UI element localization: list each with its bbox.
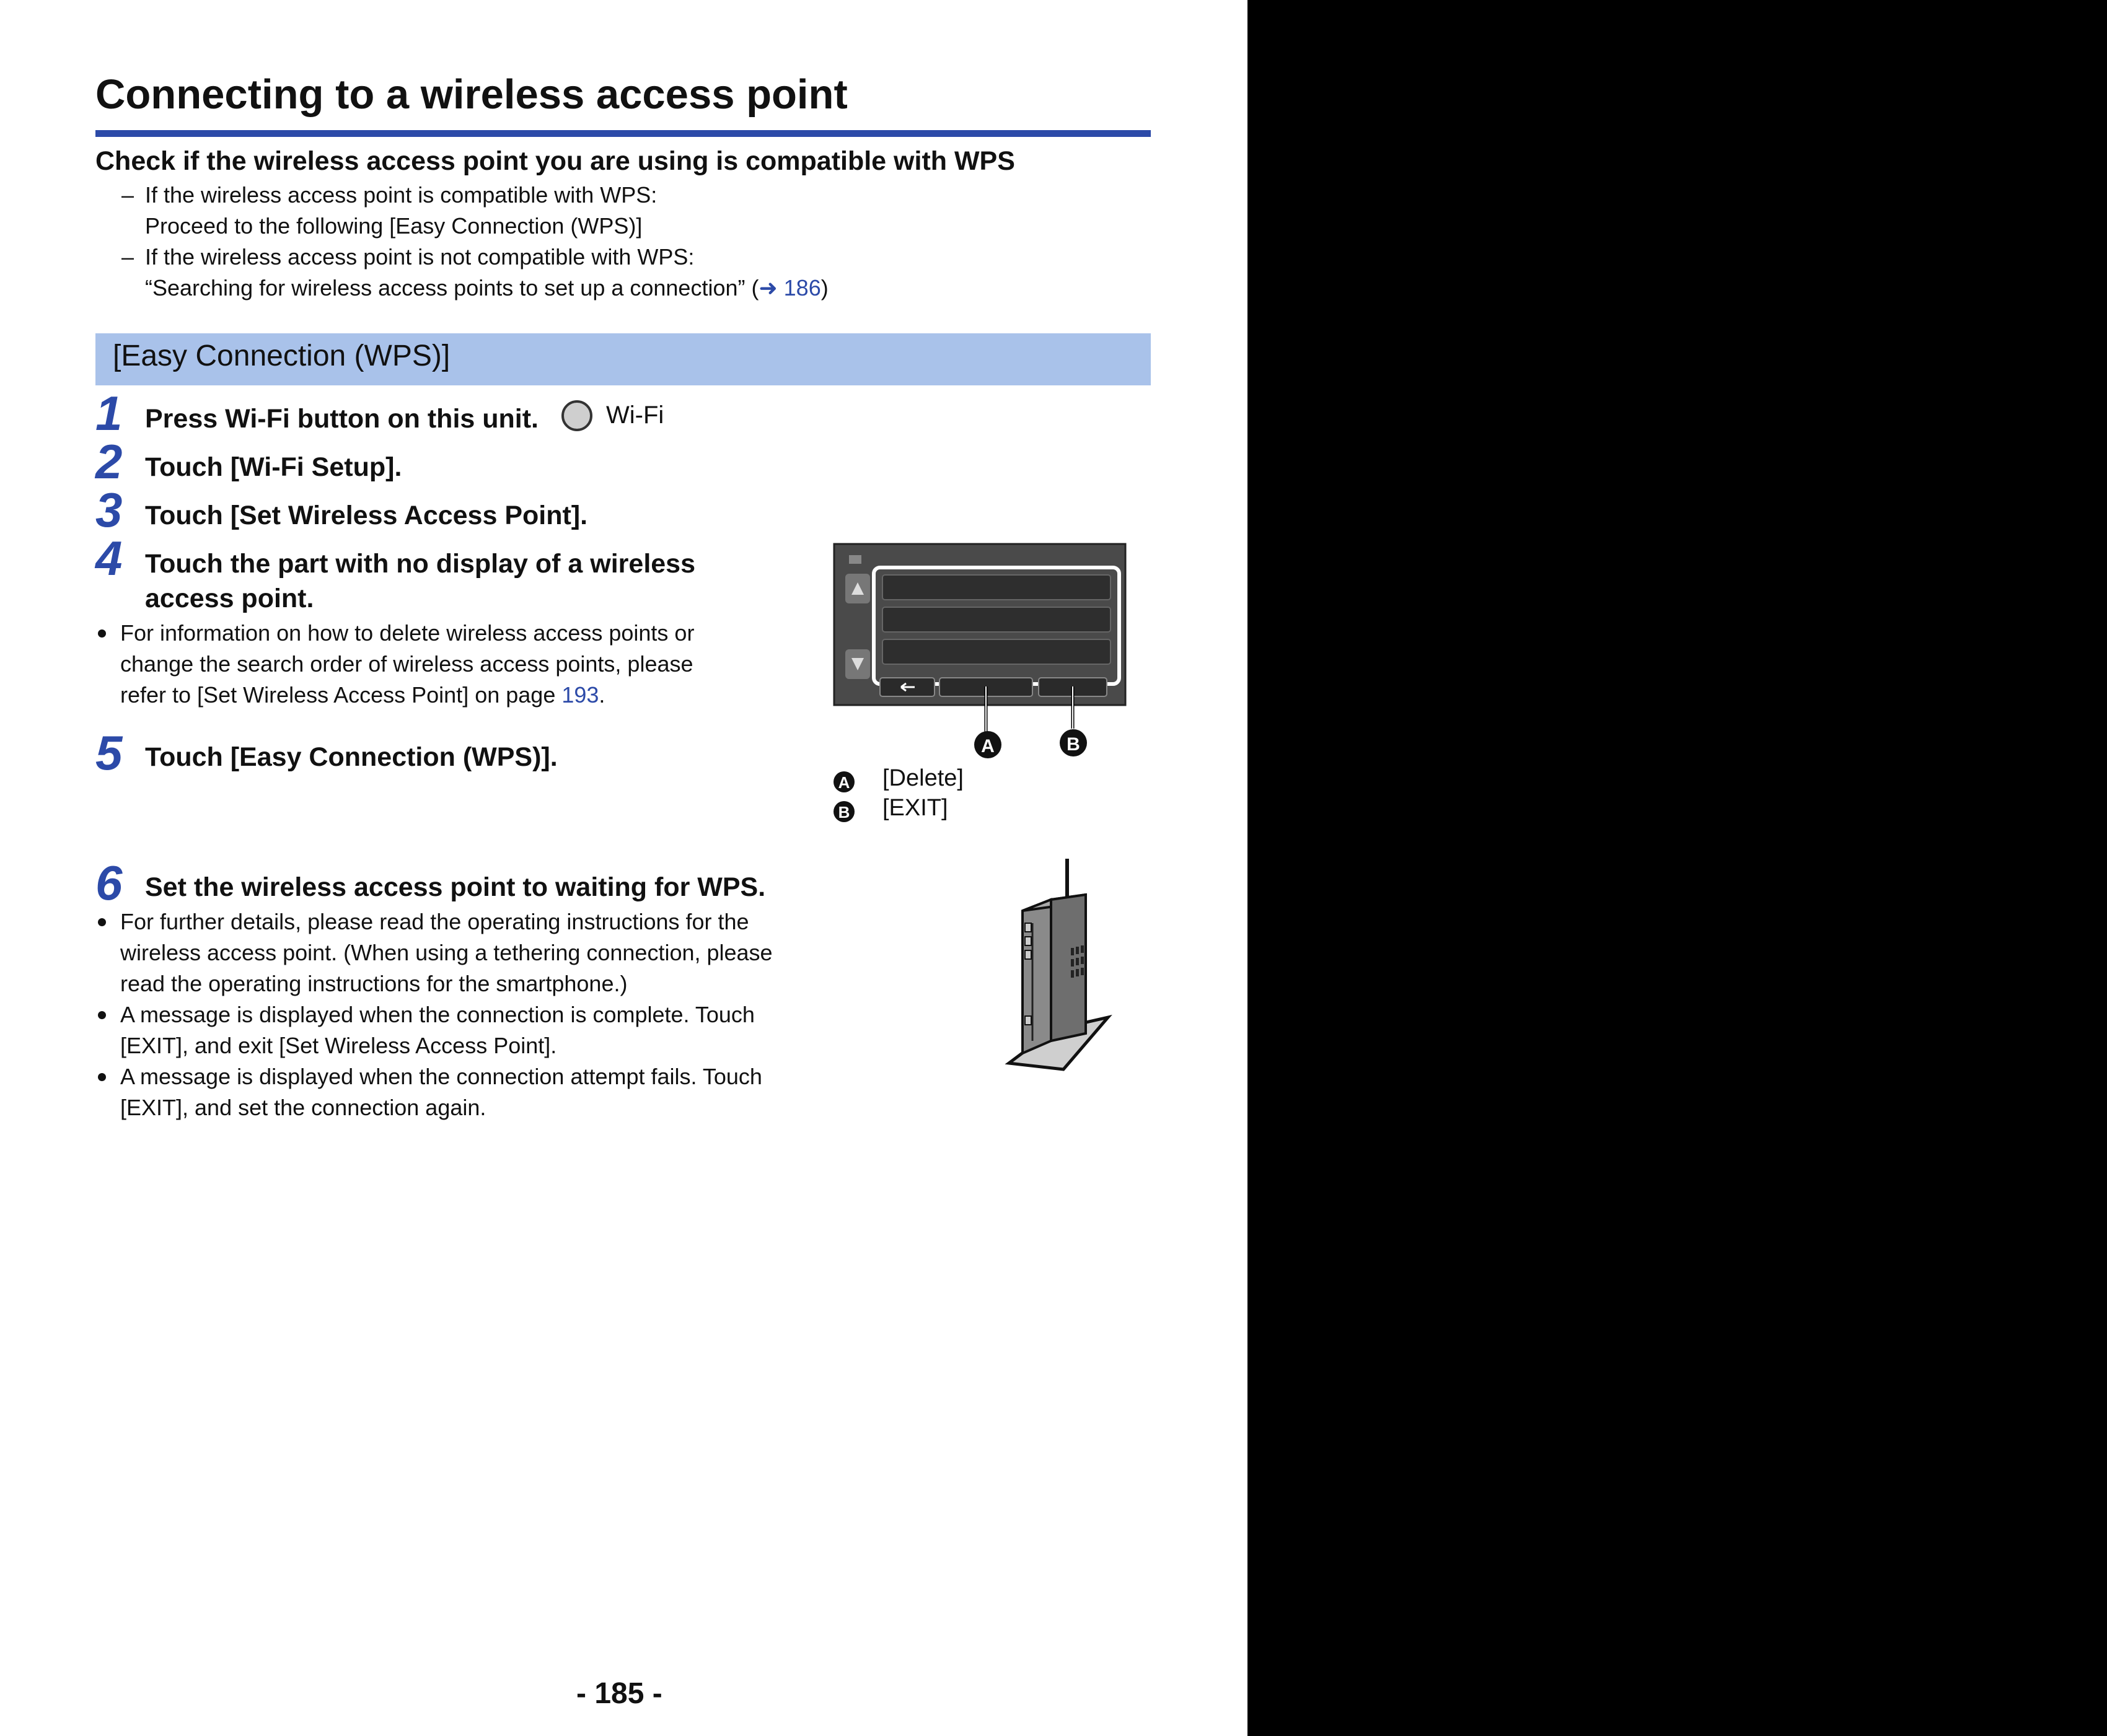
page-title: Connecting to a wireless access point — [95, 71, 848, 118]
bullet-icon — [98, 918, 106, 926]
step-text: Touch [Wi-Fi Setup]. — [145, 452, 402, 482]
step-number: 1 — [95, 386, 123, 441]
check-heading: Check if the wireless access point you are using is compatible with WPS — [95, 146, 1015, 176]
legend-exit-label: [EXIT] — [882, 795, 948, 821]
svg-text:A: A — [838, 773, 850, 792]
page-link-193[interactable]: 193 — [561, 682, 599, 708]
step-text: access point. — [145, 584, 314, 613]
item-line: If the wireless access point is compatible with WPS: — [145, 182, 658, 208]
step-text: Press Wi-Fi button on this unit. — [145, 404, 539, 434]
page-link-186[interactable]: ➜ 186 — [759, 275, 821, 300]
bullet-line: [EXIT], and exit [Set Wireless Access Point]. — [120, 1033, 557, 1058]
item-line: If the wireless access point is not compatible with WPS: — [145, 244, 695, 270]
bullet-line: change the search order of wireless access points, please — [120, 651, 693, 677]
dash-marker: – — [121, 182, 134, 208]
step-text: Touch [Easy Connection (WPS)]. — [145, 742, 558, 772]
bullet-icon — [98, 1073, 106, 1081]
wireless-router-illustration — [1001, 855, 1113, 1072]
wifi-indicator-icon — [849, 555, 861, 564]
bullet-line: [EXIT], and set the connection again. — [120, 1095, 486, 1120]
legend-delete-label: [Delete] — [882, 765, 964, 791]
item-line: Proceed to the following [Easy Connection (WPS)] — [145, 213, 643, 239]
title-rule — [95, 130, 1151, 137]
bullet-icon — [98, 1011, 106, 1019]
dash-marker: – — [121, 244, 134, 270]
legend-a-icon — [833, 771, 855, 793]
wifi-button-label: Wi-Fi — [606, 401, 664, 429]
page-number: - 185 - — [576, 1677, 662, 1710]
step-text: Set the wireless access point to waiting for WPS. — [145, 872, 766, 902]
bullet-line: For information on how to delete wireless access points or — [120, 620, 695, 646]
bullet-line: read the operating instructions for the smartphone.) — [120, 971, 628, 996]
item-line: “Searching for wireless access points to set up a connection” (➜ 186) — [145, 275, 829, 300]
step-number: 4 — [95, 531, 123, 585]
svg-text:B: B — [838, 803, 850, 822]
bullet-line: For further details, please read the operating instructions for the — [120, 909, 749, 934]
step-number: 3 — [95, 483, 123, 537]
bullet-line: wireless access point. (When using a tethering connection, please — [120, 940, 773, 965]
access-point-slot — [882, 607, 1111, 632]
step-text: Touch the part with no display of a wireless — [145, 549, 696, 579]
bullet-line: refer to [Set Wireless Access Point] on page 193. — [120, 682, 605, 708]
bullet-line: A message is displayed when the connection is complete. Touch — [120, 1002, 755, 1027]
wifi-button-icon — [561, 400, 592, 431]
access-point-slot — [882, 575, 1111, 600]
svg-text:A: A — [981, 736, 995, 756]
step-number: 6 — [95, 856, 123, 910]
svg-text:B: B — [1067, 734, 1080, 755]
step-number: 5 — [95, 726, 123, 780]
step-text: Touch [Set Wireless Access Point]. — [145, 501, 588, 530]
bullet-icon — [98, 629, 106, 638]
section-title: [Easy Connection (WPS)] — [113, 340, 451, 372]
legend-b-icon — [833, 800, 855, 823]
step-number: 2 — [95, 434, 123, 489]
bullet-line: A message is displayed when the connection attempt fails. Touch — [120, 1064, 762, 1089]
access-point-slot — [882, 639, 1111, 664]
wifi-setup-screen-illustration — [833, 543, 1128, 768]
